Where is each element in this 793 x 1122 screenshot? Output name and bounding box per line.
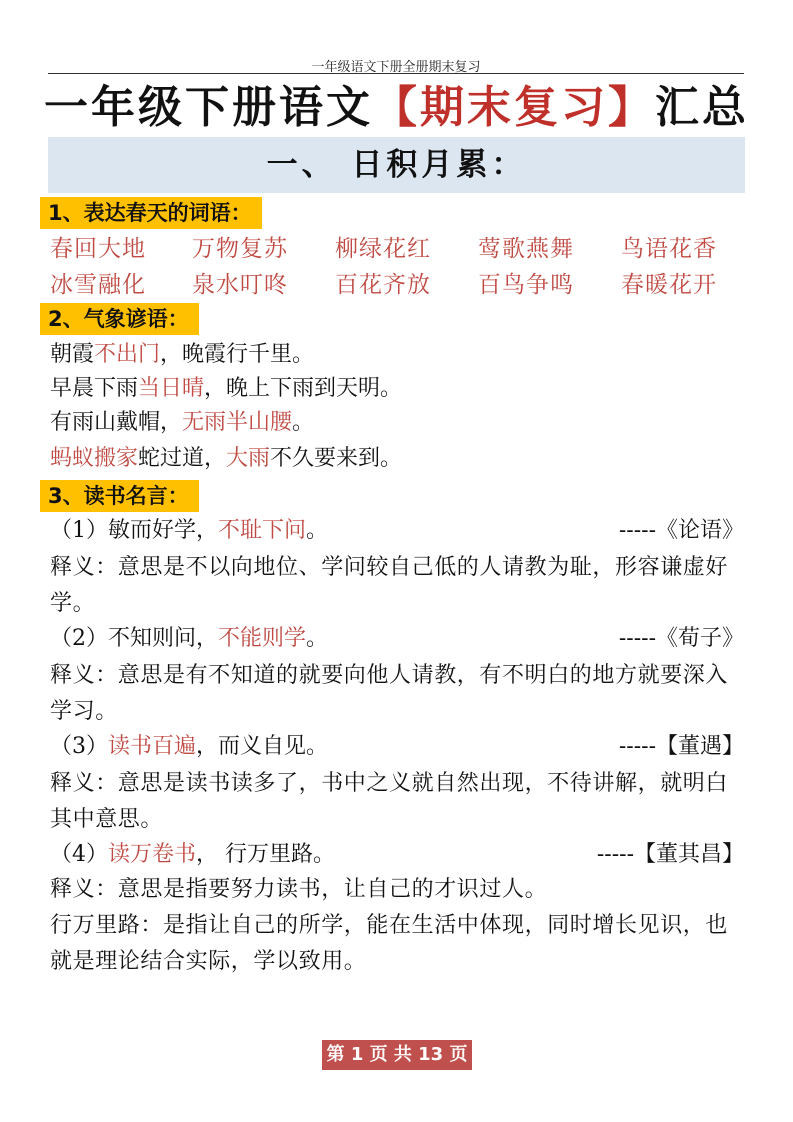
quote-highlight: 不能则学	[218, 626, 307, 651]
proverb-line	[50, 338, 750, 372]
quote-text	[50, 622, 328, 656]
proverbs-tag: 2、气象谚语：	[40, 303, 199, 335]
proverb-line	[50, 372, 750, 406]
section-heading: 一、 日积月累：	[48, 137, 745, 193]
spring-word: 春回大地	[50, 236, 146, 262]
quote-part: 不知则问，	[108, 626, 219, 651]
quote-meaning: 释义：意思是读书读多了，书中之义就自然出现，不待讲解，就明白其中意思。	[50, 771, 729, 832]
proverb-line	[50, 406, 750, 440]
quote-line	[50, 622, 744, 656]
proverb-text: 朝霞	[50, 342, 95, 367]
running-header: 一年级语文下册全册期末复习	[311, 60, 481, 75]
spring-word: 柳绿花红	[335, 236, 431, 262]
proverb-highlight: 大雨	[226, 446, 271, 471]
quote-number: （3）	[50, 734, 108, 759]
spring-word: 百鸟争鸣	[478, 272, 574, 298]
proverb-line	[50, 442, 750, 476]
title-suffix: 汇总	[655, 82, 749, 133]
spring-word: 泉水叮咚	[192, 272, 288, 298]
quote-source: -----【董遇】	[618, 734, 744, 759]
quote-line	[50, 730, 744, 764]
proverb-highlight: 当日晴	[138, 376, 205, 401]
spring-word: 百花齐放	[335, 272, 431, 298]
quote-highlight: 读万卷书	[108, 842, 197, 867]
proverb-text: ，晚上下雨到天明。	[204, 376, 403, 401]
proverb-text: 早晨下雨	[50, 376, 139, 401]
quote-source: -----【董其昌】	[596, 842, 744, 867]
quote-number: （4）	[50, 842, 108, 867]
spring-word: 莺歌燕舞	[478, 236, 574, 262]
quote-line	[50, 838, 744, 872]
quote-text	[50, 730, 328, 764]
proverb-text: 不久要来到。	[270, 446, 403, 471]
title-prefix: 一年级下册语文	[44, 82, 373, 133]
quote-highlight: 读书百遍	[108, 734, 197, 759]
quote-part: ，而义自见。	[196, 734, 329, 759]
spring-word: 春暖花开	[621, 272, 717, 298]
spring-words-tag: 1、表达春天的词语：	[40, 197, 262, 229]
spring-words-row-1	[50, 230, 750, 262]
proverb-highlight: 无雨半山腰	[182, 410, 293, 435]
proverb-text: ，晚霞行千里。	[160, 342, 315, 367]
spring-word: 鸟语花香	[621, 236, 717, 262]
spring-words-row-2	[50, 266, 750, 298]
quote-source: -----《论语》	[618, 518, 744, 543]
quote-part: ， 行万里路。	[196, 842, 336, 867]
title-highlight: 【期末复习】	[373, 82, 655, 133]
header-rule	[48, 73, 744, 74]
quote-meaning: 释义：意思是指要努力读书，让自己的才识过人。	[50, 877, 548, 902]
spring-word: 冰雪融化	[50, 272, 146, 298]
quote-meaning: 释义：意思是不以向地位、学问较自己低的人请教为耻，形容谦虚好学。	[50, 555, 729, 616]
quote-part: 。	[306, 626, 329, 651]
proverb-highlight: 蚂蚁搬家	[50, 446, 139, 471]
page-title	[0, 80, 793, 136]
quote-text	[50, 514, 328, 548]
quote-number: （1）	[50, 518, 108, 543]
quote-part: 。	[306, 518, 329, 543]
proverb-text: 蛇过道，	[138, 446, 227, 471]
quotes-tag: 3、读书名言：	[40, 480, 199, 512]
quote-meaning: 释义：意思是有不知道的就要向他人请教，有不明白的地方就要深入学习。	[50, 663, 729, 724]
quote-line	[50, 514, 744, 548]
proverb-text: 有雨山戴帽，	[50, 410, 183, 435]
proverb-text: 。	[292, 410, 315, 435]
quote-source: -----《荀子》	[618, 626, 744, 651]
quote-extra-explanation: 行万里路：是指让自己的所学，能在生活中体现，同时增长见识，也就是理论结合实际，学以致用。	[50, 913, 729, 974]
page-number-badge: 第 1 页 共 13 页	[322, 1040, 472, 1070]
quote-part: 敏而好学，	[108, 518, 219, 543]
quote-number: （2）	[50, 626, 108, 651]
proverb-highlight: 不出门	[94, 342, 161, 367]
quote-highlight: 不耻下问	[218, 518, 307, 543]
spring-word: 万物复苏	[192, 236, 288, 262]
quote-text	[50, 838, 335, 872]
